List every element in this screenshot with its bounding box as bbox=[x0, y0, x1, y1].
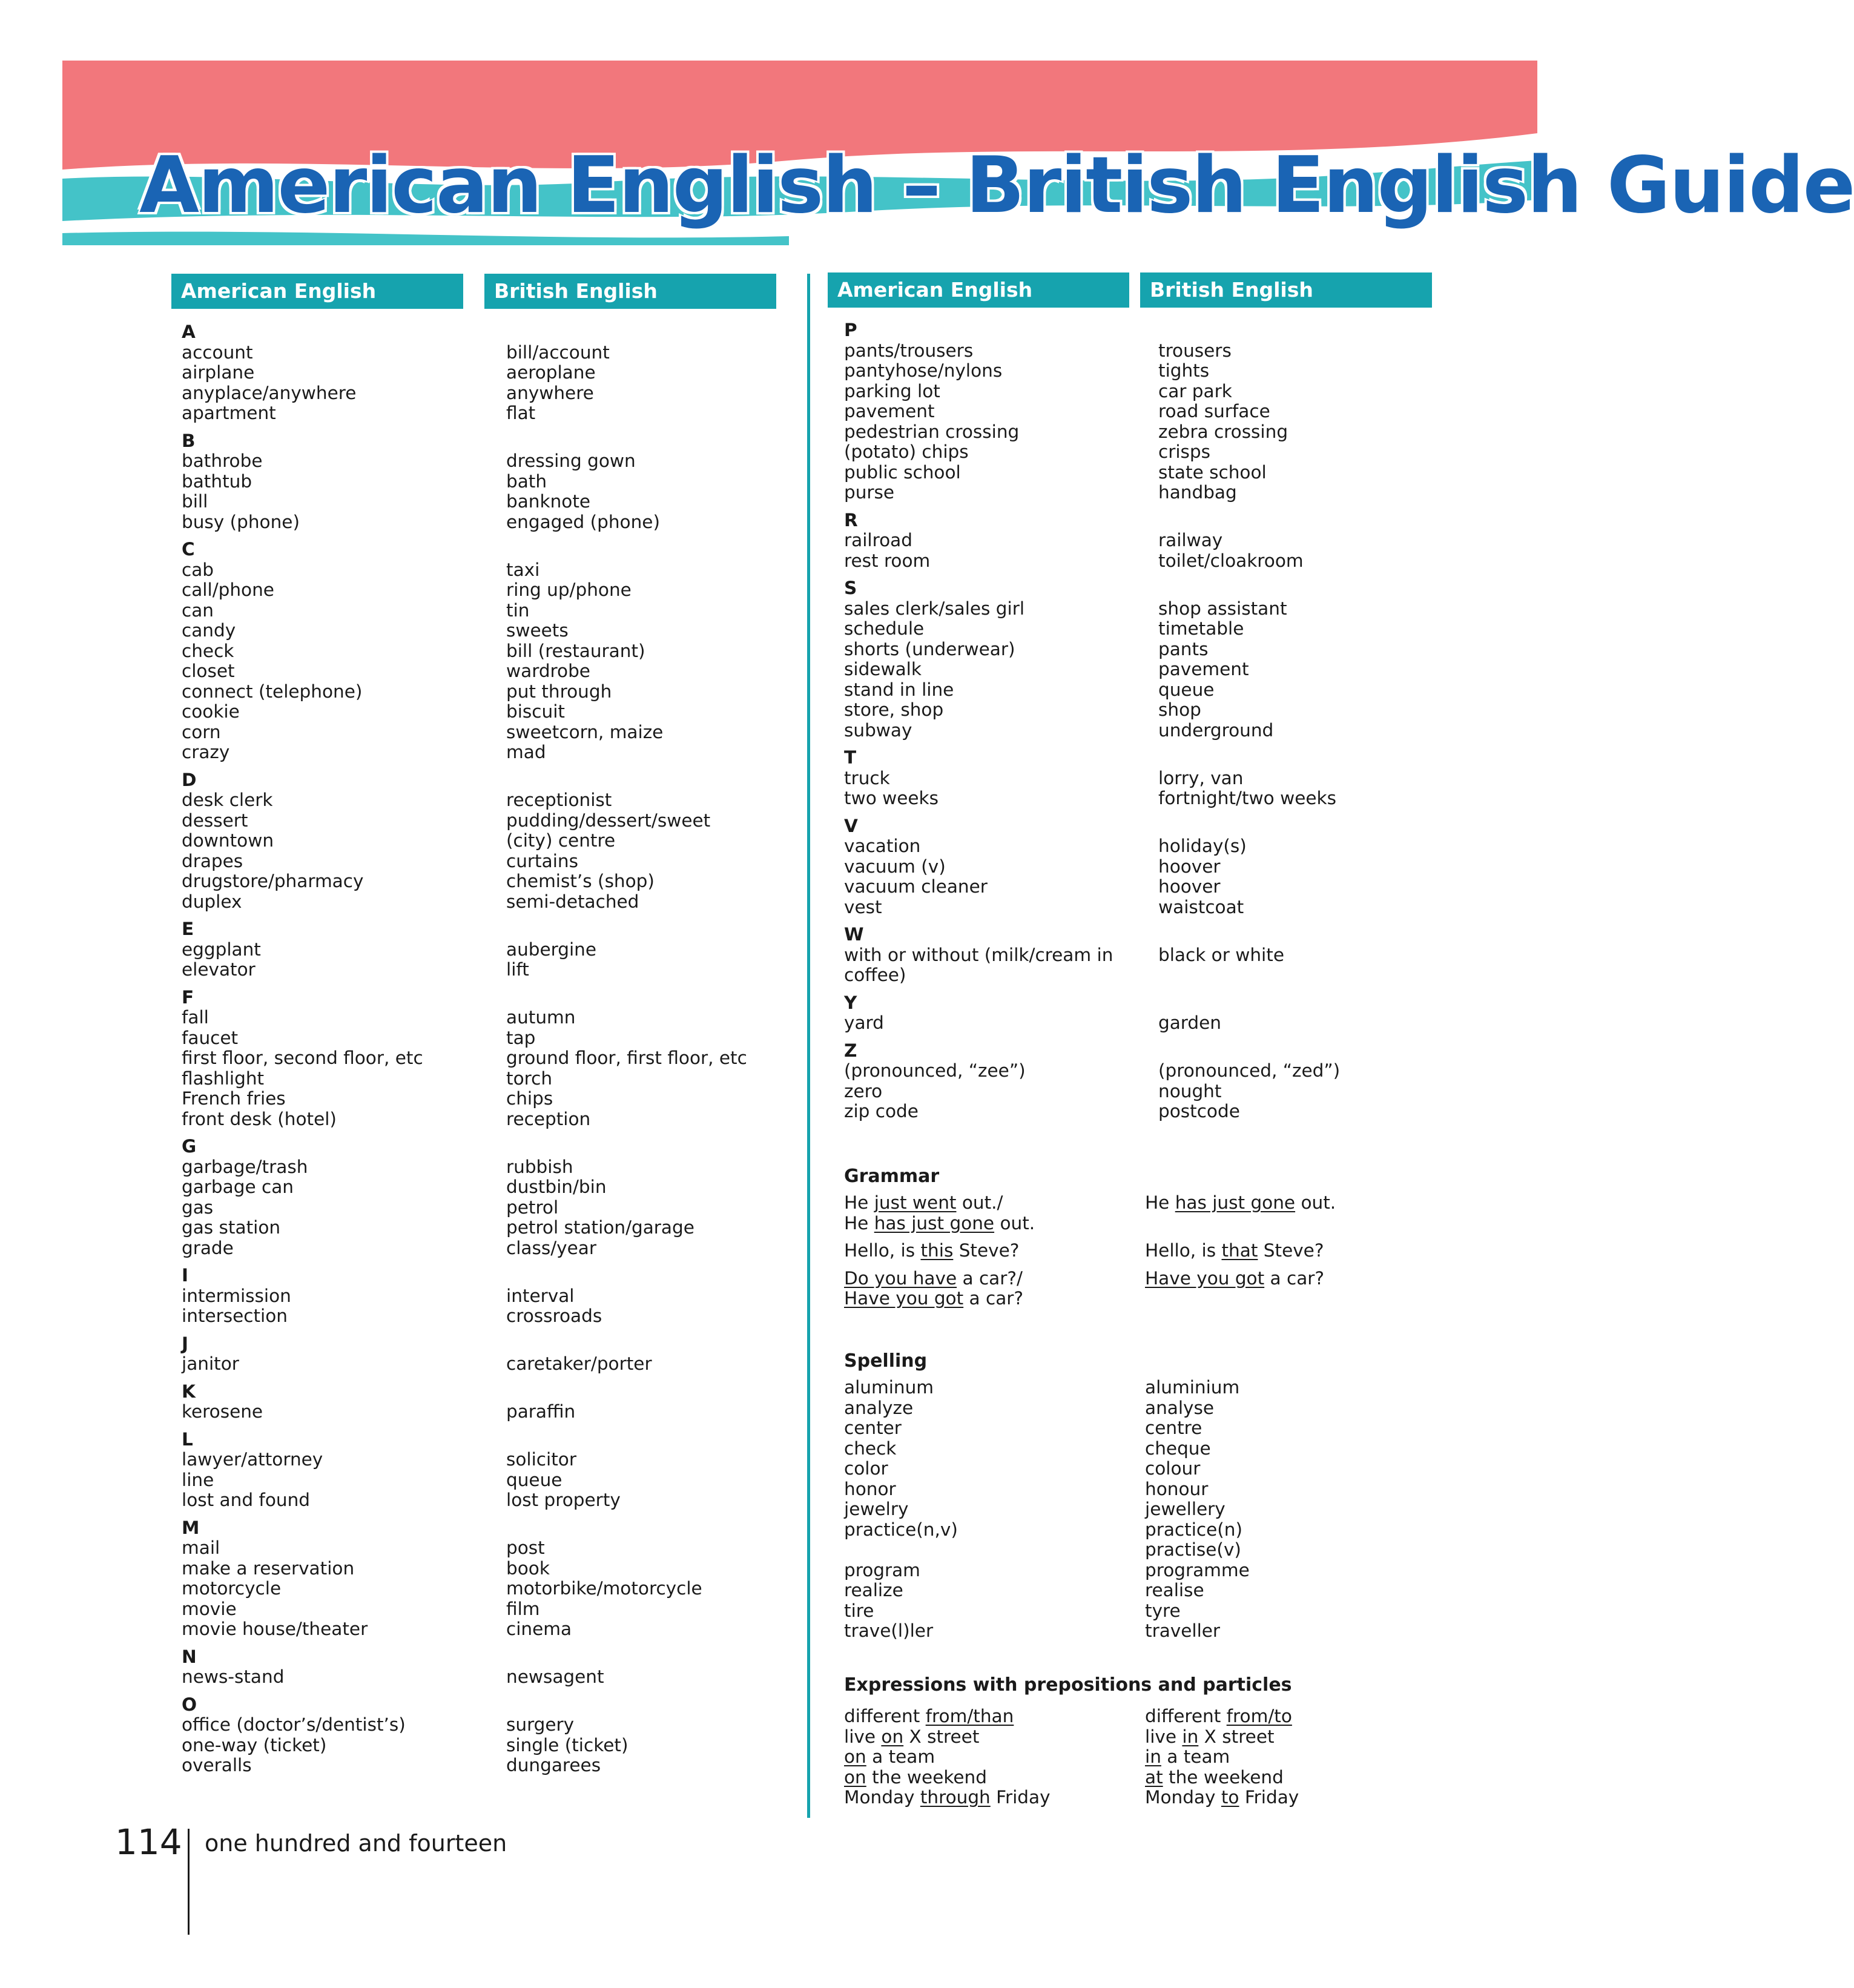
word-entry: petrol bbox=[506, 1197, 559, 1218]
spelling-entry: centre bbox=[1145, 1418, 1202, 1438]
word-entry: vacation bbox=[844, 836, 921, 856]
section-letter: W bbox=[844, 924, 864, 945]
word-entry: chips bbox=[506, 1088, 553, 1109]
word-entry: anywhere bbox=[506, 382, 594, 403]
section-letter bbox=[506, 919, 747, 940]
spelling-entry: honor bbox=[844, 1478, 896, 1499]
word-entry: busy (phone) bbox=[182, 511, 300, 532]
word-entry: office (doctor’s/dentist’s) bbox=[182, 1714, 406, 1735]
word-entry: garbage/trash bbox=[182, 1156, 308, 1177]
word-entry: dressing gown bbox=[506, 451, 636, 471]
word-entry: put through bbox=[506, 681, 612, 702]
word-entry: petrol station/garage bbox=[506, 1217, 694, 1238]
section-letter bbox=[506, 1266, 747, 1286]
word-entry: pantyhose/nylons bbox=[844, 360, 1003, 381]
word-entry: line bbox=[182, 1469, 214, 1490]
word-entry: chemist’s (shop) bbox=[506, 871, 655, 891]
spelling-entry: colour bbox=[1145, 1458, 1201, 1479]
word-entry: apartment bbox=[182, 403, 276, 423]
word-entry: pavement bbox=[1158, 659, 1249, 679]
word-entry: sales clerk/sales girl bbox=[844, 598, 1025, 619]
spelling-heading: Spelling bbox=[844, 1350, 928, 1372]
word-entry: toilet/cloakroom bbox=[1158, 550, 1304, 571]
section-letter: M bbox=[182, 1517, 200, 1538]
word-entry: book bbox=[506, 1557, 550, 1579]
word-entry: film bbox=[506, 1598, 540, 1619]
right-american-list bbox=[844, 320, 1113, 1122]
word-entry: aubergine bbox=[506, 939, 597, 960]
word-entry: underground bbox=[1158, 719, 1274, 741]
word-entry: bill bbox=[182, 491, 208, 512]
expression-row: live in X street bbox=[1145, 1726, 1275, 1747]
word-entry: movie bbox=[182, 1598, 237, 1619]
word-entry: downtown bbox=[182, 830, 274, 851]
section-letter: E bbox=[182, 919, 194, 939]
section-letter: L bbox=[182, 1428, 193, 1450]
word-entry: lost and found bbox=[182, 1490, 310, 1510]
section-letter: A bbox=[182, 322, 196, 342]
word-entry: dungarees bbox=[506, 1755, 601, 1775]
expression-row: Monday through Friday bbox=[844, 1787, 1051, 1808]
word-entry: handbag bbox=[1158, 482, 1237, 503]
spelling-entry: analyse bbox=[1145, 1397, 1215, 1418]
word-entry: stand in line bbox=[844, 679, 954, 700]
word-entry: dustbin/bin bbox=[506, 1177, 607, 1197]
word-entry: lost property bbox=[506, 1490, 621, 1510]
word-entry: schedule bbox=[844, 618, 925, 639]
section-letter: F bbox=[182, 986, 194, 1008]
section-letter: D bbox=[182, 769, 197, 790]
section-letter: V bbox=[844, 815, 858, 836]
spelling-entry: realise bbox=[1145, 1580, 1204, 1600]
word-entry: flashlight bbox=[182, 1068, 265, 1089]
word-entry: motorcycle bbox=[182, 1578, 282, 1599]
word-entry: fall bbox=[182, 1007, 209, 1028]
expressions-heading: Expressions with prepositions and particles bbox=[844, 1674, 1292, 1696]
spelling-entry: center bbox=[844, 1418, 902, 1438]
section-letter bbox=[506, 431, 747, 452]
word-entry bbox=[1158, 965, 1340, 986]
word-entry: pants/trousers bbox=[844, 340, 974, 361]
word-entry: (potato) chips bbox=[844, 441, 969, 462]
word-entry: mad bbox=[506, 742, 546, 762]
word-entry: ring up/phone bbox=[506, 580, 632, 600]
word-entry: shorts (underwear) bbox=[844, 638, 1015, 659]
word-entry: faucet bbox=[182, 1027, 239, 1048]
word-entry: bill/account bbox=[506, 342, 610, 363]
word-entry: waistcoat bbox=[1158, 896, 1244, 917]
spelling-entry: check bbox=[844, 1438, 897, 1459]
column-divider bbox=[807, 274, 810, 1818]
grammar-row: Do you have a car?/ bbox=[844, 1267, 1023, 1289]
word-entry: lorry, van bbox=[1158, 767, 1244, 788]
left-british-list bbox=[506, 322, 747, 1776]
word-entry: queue bbox=[506, 1469, 562, 1490]
word-entry: store, shop bbox=[844, 699, 944, 720]
section-letter bbox=[506, 322, 747, 343]
word-entry: reception bbox=[506, 1108, 591, 1129]
word-entry: vest bbox=[844, 896, 882, 917]
section-letter: J bbox=[182, 1333, 188, 1354]
spelling-entry: practise(v) bbox=[1145, 1539, 1241, 1560]
word-entry: connect (telephone) bbox=[182, 681, 363, 702]
word-entry: single (ticket) bbox=[506, 1734, 628, 1755]
expression-row: live on X street bbox=[844, 1726, 980, 1747]
word-entry: (pronounced, “zee”) bbox=[844, 1060, 1026, 1081]
word-entry: surgery bbox=[506, 1714, 575, 1735]
word-entry: rest room bbox=[844, 550, 931, 571]
word-entry: desk clerk bbox=[182, 790, 273, 810]
section-letter: I bbox=[182, 1265, 188, 1286]
word-entry: holiday(s) bbox=[1158, 836, 1247, 856]
section-letter bbox=[506, 540, 747, 560]
section-letter bbox=[506, 1695, 747, 1716]
expression-row: at the weekend bbox=[1145, 1766, 1284, 1788]
grammar-row: Have you got a car? bbox=[844, 1288, 1024, 1309]
right-british-list bbox=[1158, 320, 1340, 1122]
section-letter bbox=[506, 770, 747, 791]
word-entry: biscuit bbox=[506, 701, 565, 722]
word-entry: public school bbox=[844, 461, 961, 483]
section-letter bbox=[506, 1430, 747, 1450]
word-entry: one-way (ticket) bbox=[182, 1734, 327, 1755]
word-entry: queue bbox=[1158, 679, 1215, 700]
word-entry: duplex bbox=[182, 891, 242, 912]
word-entry: interval bbox=[506, 1285, 575, 1306]
expression-row: different from/to bbox=[1145, 1706, 1292, 1726]
grammar-heading: Grammar bbox=[844, 1166, 940, 1187]
grammar-row: Have you got a car? bbox=[1145, 1267, 1325, 1289]
word-entry: paraffin bbox=[506, 1401, 576, 1422]
word-entry: intermission bbox=[182, 1285, 291, 1306]
grammar-row: He has just gone out. bbox=[844, 1212, 1035, 1233]
section-letter: S bbox=[844, 578, 857, 598]
word-entry: garden bbox=[1158, 1012, 1221, 1033]
expression-row: Monday to Friday bbox=[1145, 1787, 1299, 1808]
header-right-british: British English bbox=[1140, 272, 1432, 308]
word-entry: receptionist bbox=[506, 790, 612, 810]
word-entry: call/phone bbox=[182, 580, 274, 600]
section-letter bbox=[1158, 993, 1340, 1014]
word-entry: newsagent bbox=[506, 1666, 604, 1687]
section-letter: K bbox=[182, 1381, 196, 1402]
word-entry: (pronounced, “zed”) bbox=[1158, 1060, 1341, 1081]
word-entry: tin bbox=[506, 599, 530, 621]
word-entry: pavement bbox=[844, 401, 935, 421]
word-entry: railway bbox=[1158, 530, 1223, 550]
section-letter: P bbox=[844, 320, 857, 340]
word-entry: engaged (phone) bbox=[506, 511, 660, 532]
word-entry: cab bbox=[182, 559, 214, 580]
word-entry: caretaker/porter bbox=[506, 1353, 652, 1374]
word-entry: two weeks bbox=[844, 788, 939, 808]
section-letter: O bbox=[182, 1694, 197, 1715]
word-entry: zero bbox=[844, 1080, 883, 1101]
spelling-entry: practice(n) bbox=[1145, 1519, 1242, 1540]
word-entry: class/year bbox=[506, 1237, 596, 1258]
word-entry: elevator bbox=[182, 959, 256, 980]
spelling-entry: traveller bbox=[1145, 1620, 1221, 1641]
word-entry: eggplant bbox=[182, 939, 261, 960]
expression-row: on a team bbox=[844, 1746, 935, 1767]
section-letter bbox=[1158, 816, 1340, 837]
spelling-entry: realize bbox=[844, 1580, 903, 1600]
section-letter bbox=[506, 1647, 747, 1668]
word-entry: vacuum (v) bbox=[844, 856, 946, 877]
word-entry: mail bbox=[182, 1537, 220, 1558]
word-entry: corn bbox=[182, 721, 221, 742]
word-entry: car park bbox=[1158, 380, 1232, 401]
section-letter: R bbox=[844, 509, 858, 530]
section-letter: C bbox=[182, 539, 195, 560]
expression-row: different from/than bbox=[844, 1706, 1014, 1726]
word-entry: can bbox=[182, 599, 214, 621]
spelling-american-list bbox=[844, 1378, 958, 1642]
word-entry: wardrobe bbox=[506, 661, 590, 681]
word-entry: front desk (hotel) bbox=[182, 1108, 337, 1129]
word-entry: movie house/theater bbox=[182, 1619, 368, 1639]
expression-row: on the weekend bbox=[844, 1766, 987, 1788]
word-entry: autumn bbox=[506, 1007, 576, 1028]
word-entry: kerosene bbox=[182, 1401, 263, 1422]
section-letter bbox=[506, 1382, 747, 1402]
header-left-american: American English bbox=[171, 274, 463, 309]
spelling-entry: jewellery bbox=[1145, 1499, 1226, 1519]
word-entry: hoover bbox=[1158, 876, 1221, 897]
word-entry: truck bbox=[844, 767, 890, 788]
word-entry: account bbox=[182, 342, 253, 363]
word-entry: tap bbox=[506, 1027, 536, 1048]
spelling-entry: jewelry bbox=[844, 1499, 909, 1519]
section-letter bbox=[506, 1137, 747, 1157]
word-entry: zip code bbox=[844, 1101, 919, 1121]
section-letter: G bbox=[182, 1136, 197, 1157]
word-entry: pudding/dessert/sweet bbox=[506, 810, 711, 831]
spelling-british-list bbox=[1145, 1378, 1250, 1642]
grammar-row: Hello, is that Steve? bbox=[1145, 1240, 1324, 1261]
word-entry: intersection bbox=[182, 1306, 288, 1326]
section-letter bbox=[1158, 510, 1340, 531]
word-entry: nought bbox=[1158, 1080, 1222, 1101]
word-entry: first floor, second floor, etc bbox=[182, 1048, 423, 1068]
grammar-row: He has just gone out. bbox=[1145, 1192, 1336, 1213]
word-entry: flat bbox=[506, 403, 536, 423]
word-entry: sweetcorn, maize bbox=[506, 721, 664, 742]
word-entry: timetable bbox=[1158, 618, 1244, 639]
word-entry: taxi bbox=[506, 559, 540, 580]
word-entry: hoover bbox=[1158, 856, 1221, 877]
word-entry: pants bbox=[1158, 638, 1209, 659]
word-entry: torch bbox=[506, 1068, 553, 1089]
word-entry: rubbish bbox=[506, 1156, 573, 1177]
word-entry: vacuum cleaner bbox=[844, 876, 988, 897]
spelling-entry: program bbox=[844, 1559, 920, 1580]
header-left-british: British English bbox=[484, 274, 776, 309]
header-right-american: American English bbox=[828, 272, 1129, 308]
word-entry: drugstore/pharmacy bbox=[182, 871, 364, 891]
word-entry: (city) centre bbox=[506, 830, 616, 851]
word-entry: postcode bbox=[1158, 1101, 1240, 1121]
word-entry: news-stand bbox=[182, 1666, 285, 1687]
word-entry: cinema bbox=[506, 1619, 572, 1639]
footer-divider bbox=[188, 1829, 190, 1935]
section-letter bbox=[1158, 320, 1340, 341]
word-entry: aeroplane bbox=[506, 362, 596, 383]
word-entry: coffee) bbox=[844, 965, 906, 985]
section-letter bbox=[506, 988, 747, 1008]
word-entry: motorbike/motorcycle bbox=[506, 1578, 702, 1599]
word-entry: bath bbox=[506, 471, 547, 492]
grammar-row: He just went out./ bbox=[844, 1192, 1003, 1213]
grammar-row bbox=[1145, 1214, 1336, 1234]
word-entry: overalls bbox=[182, 1755, 252, 1775]
word-entry: garbage can bbox=[182, 1177, 294, 1197]
spelling-entry: tyre bbox=[1145, 1600, 1181, 1621]
word-entry: sidewalk bbox=[844, 659, 922, 679]
word-entry: subway bbox=[844, 719, 912, 741]
word-entry: lawyer/attorney bbox=[182, 1449, 323, 1470]
word-entry: drapes bbox=[182, 850, 243, 871]
spelling-entry bbox=[844, 1540, 958, 1560]
section-letter: T bbox=[844, 747, 857, 768]
word-entry: post bbox=[506, 1537, 545, 1558]
spelling-entry: aluminum bbox=[844, 1377, 934, 1398]
word-entry: cookie bbox=[182, 701, 240, 722]
word-entry: gas station bbox=[182, 1217, 281, 1238]
word-entry: gas bbox=[182, 1197, 214, 1218]
word-entry: parking lot bbox=[844, 380, 940, 401]
section-letter bbox=[1158, 1041, 1340, 1062]
word-entry: bathtub bbox=[182, 471, 252, 492]
section-letter bbox=[1158, 925, 1340, 945]
spelling-entry: honour bbox=[1145, 1478, 1209, 1499]
spelling-entry: color bbox=[844, 1458, 888, 1479]
word-entry: shop bbox=[1158, 699, 1201, 720]
grammar-row: Hello, is this Steve? bbox=[844, 1240, 1020, 1261]
grammar-british bbox=[1145, 1193, 1336, 1289]
word-entry: grade bbox=[182, 1237, 234, 1258]
expression-row: in a team bbox=[1145, 1746, 1230, 1767]
word-entry: crazy bbox=[182, 742, 230, 762]
section-letter bbox=[506, 1334, 747, 1355]
word-entry: solicitor bbox=[506, 1449, 576, 1470]
expressions-british bbox=[1145, 1706, 1299, 1808]
word-entry: candy bbox=[182, 620, 236, 641]
word-entry: state school bbox=[1158, 461, 1267, 483]
word-entry: banknote bbox=[506, 491, 591, 512]
word-entry: crisps bbox=[1158, 441, 1211, 462]
word-entry: fortnight/two weeks bbox=[1158, 788, 1336, 808]
word-entry: black or white bbox=[1158, 944, 1284, 965]
word-entry: anyplace/anywhere bbox=[182, 382, 357, 403]
word-entry: shop assistant bbox=[1158, 598, 1287, 619]
grammar-american bbox=[844, 1193, 1035, 1309]
spelling-entry: practice(n,v) bbox=[844, 1519, 958, 1540]
section-letter: Y bbox=[844, 992, 857, 1013]
word-entry: trousers bbox=[1158, 340, 1232, 361]
word-entry: check bbox=[182, 640, 234, 661]
word-entry: road surface bbox=[1158, 401, 1270, 421]
word-entry: bathrobe bbox=[182, 451, 263, 471]
section-letter bbox=[506, 1518, 747, 1539]
word-entry: crossroads bbox=[506, 1306, 602, 1326]
word-entry: zebra crossing bbox=[1158, 421, 1288, 442]
spelling-entry: tire bbox=[844, 1600, 874, 1621]
page-title: American English – British English Guide bbox=[139, 140, 1854, 231]
section-letter: B bbox=[182, 430, 196, 451]
section-letter bbox=[1158, 748, 1340, 768]
spelling-entry: programme bbox=[1145, 1559, 1250, 1580]
left-american-list bbox=[182, 322, 423, 1776]
spelling-entry: trave(l)ler bbox=[844, 1620, 934, 1641]
word-entry: sweets bbox=[506, 620, 569, 641]
word-entry: bill (restaurant) bbox=[506, 640, 645, 661]
word-entry: purse bbox=[844, 482, 895, 503]
word-entry: dessert bbox=[182, 810, 248, 831]
section-letter bbox=[1158, 578, 1340, 599]
spelling-entry: aluminium bbox=[1145, 1377, 1240, 1398]
page-number: 114 bbox=[115, 1821, 182, 1863]
word-entry: with or without (milk/cream in bbox=[844, 944, 1113, 965]
word-entry: tights bbox=[1158, 360, 1210, 381]
word-entry: railroad bbox=[844, 530, 912, 550]
word-entry: curtains bbox=[506, 850, 578, 871]
word-entry: make a reservation bbox=[182, 1557, 355, 1579]
word-entry: yard bbox=[844, 1012, 884, 1033]
word-entry: French fries bbox=[182, 1088, 286, 1109]
spelling-entry: cheque bbox=[1145, 1438, 1211, 1459]
spelling-entry: analyze bbox=[844, 1397, 914, 1418]
word-entry: lift bbox=[506, 959, 529, 980]
word-entry: pedestrian crossing bbox=[844, 421, 1020, 442]
word-entry: semi-detached bbox=[506, 891, 639, 912]
word-entry: ground floor, first floor, etc bbox=[506, 1048, 747, 1068]
page-number-words: one hundred and fourteen bbox=[205, 1830, 507, 1857]
expressions-american bbox=[844, 1706, 1051, 1808]
word-entry: closet bbox=[182, 661, 235, 681]
section-letter: Z bbox=[844, 1040, 857, 1061]
word-entry: airplane bbox=[182, 362, 255, 383]
section-letter: N bbox=[182, 1646, 197, 1667]
word-entry: janitor bbox=[182, 1353, 239, 1374]
